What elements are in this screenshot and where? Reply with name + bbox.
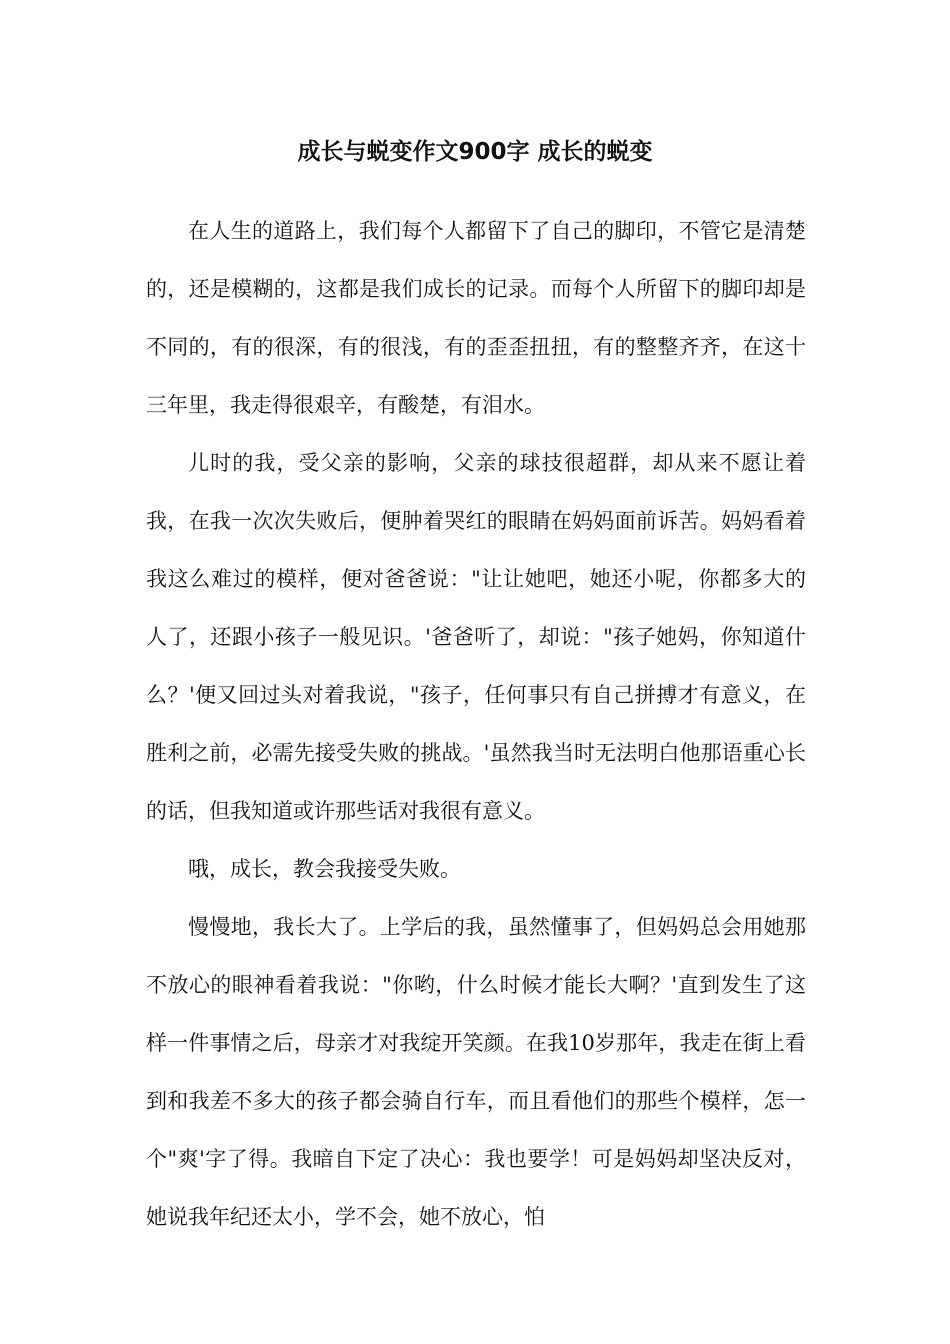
paragraph: 哦，成长，教会我接受失败。 <box>188 857 461 881</box>
paragraph: 儿时的我，受父亲的影响，父亲的球技很超群，却从来不愿让着我，在我一次次失败后，便肿着哭红的眼睛在妈妈面前诉苦。妈妈看着我这么难过的模样，便对爸爸说："让让她吧，她还小呢，你都多大的人了，还跟小孩子一般见识。'爸爸听了，却说："孩子她妈，你知道什么？'便又回过头对着我说，"孩子，任何事只有自己拼搏才有意义，在胜利之前，必需先接受失败的挑战。'虽然我当时无法明白他那语重心长的话，但我知道或许那些话对我很有意义。 <box>146 451 806 823</box>
paragraph: 在人生的道路上，我们每个人都留下了自己的脚印，不管它是清楚的，还是模糊的，这都是我们成长的记录。而每个人所留下的脚印却是不同的，有的很深，有的很浅，有的歪歪扭扭，有的整整齐齐，在这十三年里，我走得很艰辛，有酸楚，有泪水。 <box>146 219 806 417</box>
paragraph: 慢慢地，我长大了。上学后的我，虽然懂事了，但妈妈总会用她那不放心的眼神看着我说："你哟，什么时候才能长大啊？'直到发生了这样一件事情之后，母亲才对我绽开笑颜。在我10岁那年，我走在街上看到和我差不多大的孩子都会骑自行车，而且看他们的那些个模样，怎一个"爽'字了得。我暗自下定了决心：我也要学！可是妈妈却坚决反对，她说我年纪还太小，学不会，她不放心，怕 <box>146 915 806 1229</box>
document-title: 成长与蜕变作文900字 成长的蜕变 <box>297 139 653 165</box>
document-body <box>146 202 806 1246</box>
